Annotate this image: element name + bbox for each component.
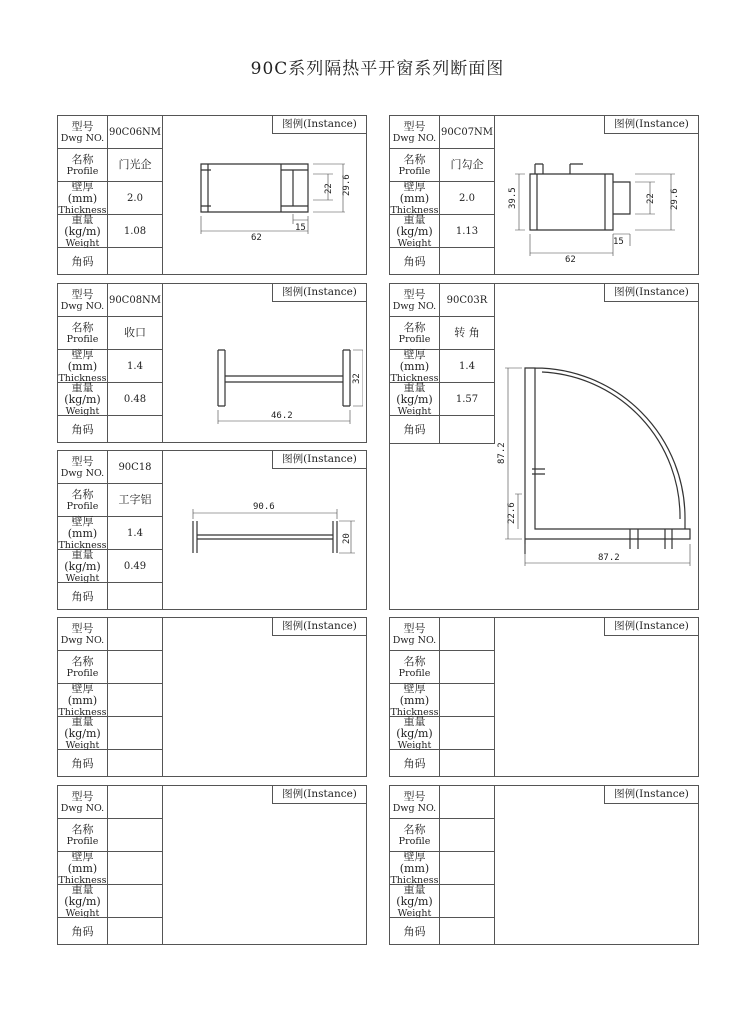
thickness-value: 2.0 bbox=[127, 192, 143, 204]
dim-width: 62 bbox=[251, 233, 262, 243]
profile-label: 名称 Profile bbox=[58, 149, 107, 182]
profile-drawing bbox=[495, 134, 695, 274]
weight-value: 0.48 bbox=[123, 393, 147, 405]
thickness-label: 壁厚 (mm) Thickness bbox=[58, 179, 107, 216]
dwg-value: 90C08NM bbox=[108, 294, 162, 306]
dwg-value: 90C07NM bbox=[440, 126, 494, 138]
profile-card-90c18 bbox=[57, 450, 367, 610]
value-column bbox=[440, 116, 495, 274]
profile-drawing bbox=[163, 302, 363, 442]
profile-card-empty-3 bbox=[57, 785, 367, 945]
legend-label: 图例(Instance) bbox=[272, 786, 366, 804]
profile-card-empty-4 bbox=[389, 785, 699, 945]
value-column bbox=[108, 618, 163, 776]
profile-shape bbox=[218, 350, 350, 406]
profile-value: 门勾企 bbox=[450, 158, 484, 171]
page-title: 90C系列隔热平开窗系列断面图 bbox=[250, 59, 505, 79]
profile-value: 门光企 bbox=[118, 158, 152, 171]
dwg-value: 90C06NM bbox=[108, 126, 162, 138]
dim-width: 46.2 bbox=[271, 411, 293, 421]
label-column: 型号 Dwg NO. 名称 Profile 壁厚 (mm) Thickness 重量 (kg/m) Weight 角码 bbox=[58, 451, 108, 609]
legend-label: 图例(Instance) bbox=[272, 284, 366, 302]
value-column bbox=[108, 451, 163, 609]
thickness-value: 2.0 bbox=[459, 192, 475, 204]
dim-width: 87.2 bbox=[598, 553, 620, 563]
profile-value: 转 角 bbox=[454, 326, 480, 339]
value-column bbox=[108, 786, 163, 944]
dim-height: 32 bbox=[352, 373, 362, 384]
dim-offset: 15 bbox=[613, 237, 624, 247]
dwg-value: 90C03R bbox=[446, 294, 488, 306]
value-column bbox=[440, 618, 495, 776]
profile-shape bbox=[530, 164, 630, 230]
thickness-value: 1.4 bbox=[127, 360, 143, 372]
thickness-value: 1.4 bbox=[127, 527, 143, 539]
profile-shape bbox=[201, 164, 308, 212]
dim-offset: 15 bbox=[295, 223, 306, 233]
value-column bbox=[108, 116, 163, 274]
weight-value: 1.08 bbox=[123, 225, 147, 237]
profile-card-90c07nm bbox=[389, 115, 699, 275]
dim-width: 90.6 bbox=[253, 502, 275, 512]
dim-height: 20 bbox=[342, 533, 352, 544]
profile-card-empty-1 bbox=[57, 617, 367, 777]
dim-height: 87.2 bbox=[497, 442, 507, 464]
weight-value: 1.57 bbox=[455, 393, 479, 405]
dim-width: 62 bbox=[565, 255, 576, 265]
code-value bbox=[108, 248, 162, 276]
value-column bbox=[440, 786, 495, 944]
legend-label: 图例(Instance) bbox=[604, 618, 698, 636]
profile-drawing bbox=[480, 354, 695, 574]
dim-height: 22 bbox=[646, 193, 656, 204]
profile-value: 工字铝 bbox=[118, 493, 152, 506]
legend-label: 图例(Instance) bbox=[272, 618, 366, 636]
label-column: 型号 Dwg NO. 名称 Profile 壁厚 (mm) Thickness 重量 (kg/m) Weight 角码 bbox=[390, 786, 440, 944]
profile-shape bbox=[525, 368, 690, 554]
legend-label: 图例(Instance) bbox=[272, 451, 366, 469]
dwg-value: 90C18 bbox=[118, 461, 152, 473]
profile-card-90c06nm bbox=[57, 115, 367, 275]
value-column bbox=[108, 284, 163, 442]
profile-drawing bbox=[163, 134, 363, 274]
profile-shape bbox=[193, 521, 337, 553]
weight-value: 1.13 bbox=[455, 225, 479, 237]
legend-label: 图例(Instance) bbox=[604, 284, 698, 302]
dim-total-height: 29.6 bbox=[670, 188, 680, 210]
profile-value: 收口 bbox=[124, 326, 146, 339]
weight-label: 重量 (kg/m) Weight bbox=[58, 215, 107, 248]
profile-card-90c08nm bbox=[57, 283, 367, 443]
dim-small: 22.6 bbox=[507, 502, 517, 524]
label-column: 型号 Dwg NO. 名称 Profile 壁厚 (mm) Thickness 重量 (kg/m) Weight 角码 bbox=[58, 284, 108, 442]
legend-label: 图例(Instance) bbox=[604, 116, 698, 134]
legend-label: 图例(Instance) bbox=[272, 116, 366, 134]
label-column: 型号 Dwg NO. 名称 Profile 壁厚 (mm) Thickness 重量 (kg/m) Weight 角码 bbox=[58, 618, 108, 776]
code-label: 角码 bbox=[71, 255, 94, 268]
label-column: 型号 Dwg NO. 名称 Profile 壁厚 (mm) Thickness 重量 (kg/m) Weight 角码 bbox=[58, 786, 108, 944]
label-column: 型号 Dwg NO. 名称 Profile 壁厚 (mm) Thickness 重量 (kg/m) Weight 角码 bbox=[390, 284, 440, 444]
profile-card-90c03r bbox=[389, 283, 699, 610]
legend-label: 图例(Instance) bbox=[604, 786, 698, 804]
label-column: 型号 Dwg NO. 名称 Profile 壁厚 (mm) Thickness 重量 (kg/m) Weight 角码 bbox=[390, 116, 440, 274]
profile-card-empty-2 bbox=[389, 617, 699, 777]
weight-value: 0.49 bbox=[123, 560, 147, 572]
label-column bbox=[58, 116, 108, 274]
dwg-label: 型号 Dwg NO. bbox=[58, 116, 107, 149]
dim-height: 22 bbox=[324, 183, 334, 194]
profile-drawing bbox=[163, 469, 363, 609]
dim-total-height: 29.6 bbox=[342, 174, 352, 196]
thickness-value: 1.4 bbox=[459, 360, 475, 372]
dim-left: 39.5 bbox=[508, 187, 518, 209]
label-column: 型号 Dwg NO. 名称 Profile 壁厚 (mm) Thickness 重量 (kg/m) Weight 角码 bbox=[390, 618, 440, 776]
